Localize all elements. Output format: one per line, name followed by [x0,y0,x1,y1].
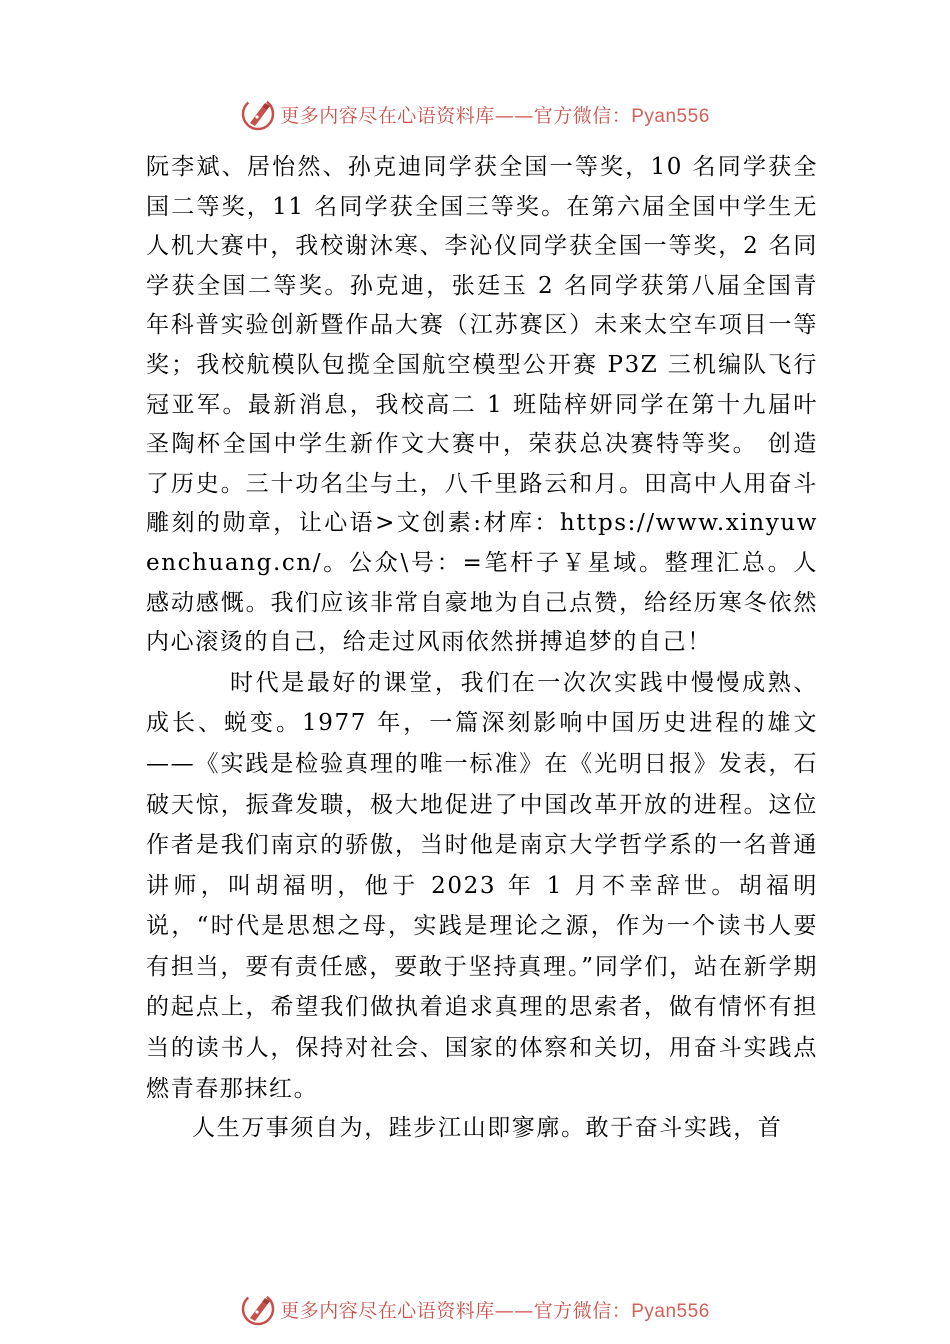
pen-nib-logo-icon [240,96,276,132]
banner-account: Pyan556 [631,105,710,127]
page-footer-banner [0,1289,950,1329]
document-body [146,148,818,1148]
banner-brand: 更多内容尽在心语资料库 [280,1299,495,1322]
paragraph-self-effort: 人生万事须自为，跬步江山即寥廓。敢于奋斗实践，首 [192,1115,783,1142]
banner-brand: 更多内容尽在心语资料库 [280,104,495,127]
banner-wechat: 官方微信： [533,104,632,127]
header-banner-text [280,101,710,128]
banner-dash: —— [494,1299,534,1322]
footer-banner-text [280,1296,710,1323]
paragraph-era-classroom: 时代是最好的课堂，我们在一次次实践中慢慢成熟、成长、蜕变。1977 年，一篇深刻影响中国历史进程的雄文——《实践是检验真理的唯一标准》在《光明日报》发表，石破天惊，振聋发聩，极大地促进了中国改革开放的进程。这位作者是我们南京的骄傲，当时他是南京大学哲学系的一名普通讲师，叫胡福明，他于 2023 年 1 月不幸辞世。胡福明说，“时代是思想之母，实践是理论之源，作为一个读书人要有担当，要有责任感，要敢于坚持真理。”同学们，站在新学期的起点上，希望我们做执着追求真理的思索者，做有情怀有担当的读书人，保持对社会、国家的体察和关切，用奋斗实践点燃青春那抹红。 [146,669,818,1102]
banner-account: Pyan556 [631,1300,710,1322]
paragraph-awards: 阮李斌、居怡然、孙克迪同学获全国一等奖，10 名同学获全国二等奖，11 名同学获全国三等奖。在第六届全国中学生无人机大赛中，我校谢沐寒、李沁仪同学获全国一等奖，2 名同学获全国二等奖。孙克迪，张廷玉 2 名同学获第八届全国青年科普实验创新暨作品大赛（江苏赛区）未来太空车项目一等奖；我校航模队包揽全国航空模型公开赛 P3Z 三机编队飞行冠亚军。最新消息，我校高二 1 班陆梓妍同学在第十九届叶圣陶杯全国中学生新作文大赛中，荣获总决赛特等奖。 创造了历史。三十功名尘与土，八千里路云和月。田高中人用奋斗雕刻的勋章，让心语>文创素:材库：https://www.xinyuwenchuang.cn/。公众\号：=笔杆子￥星域。整理汇总。人感动感慨。我们应该非常自豪地为自己点赞，给经历寒冬依然内心滚烫的自己，给走过风雨依然拼搏追梦的自己！ [146,154,818,656]
banner-dash: —— [494,104,534,127]
page-header-banner [0,94,950,134]
pen-nib-logo-icon [240,1291,276,1327]
banner-wechat: 官方微信： [533,1299,632,1322]
